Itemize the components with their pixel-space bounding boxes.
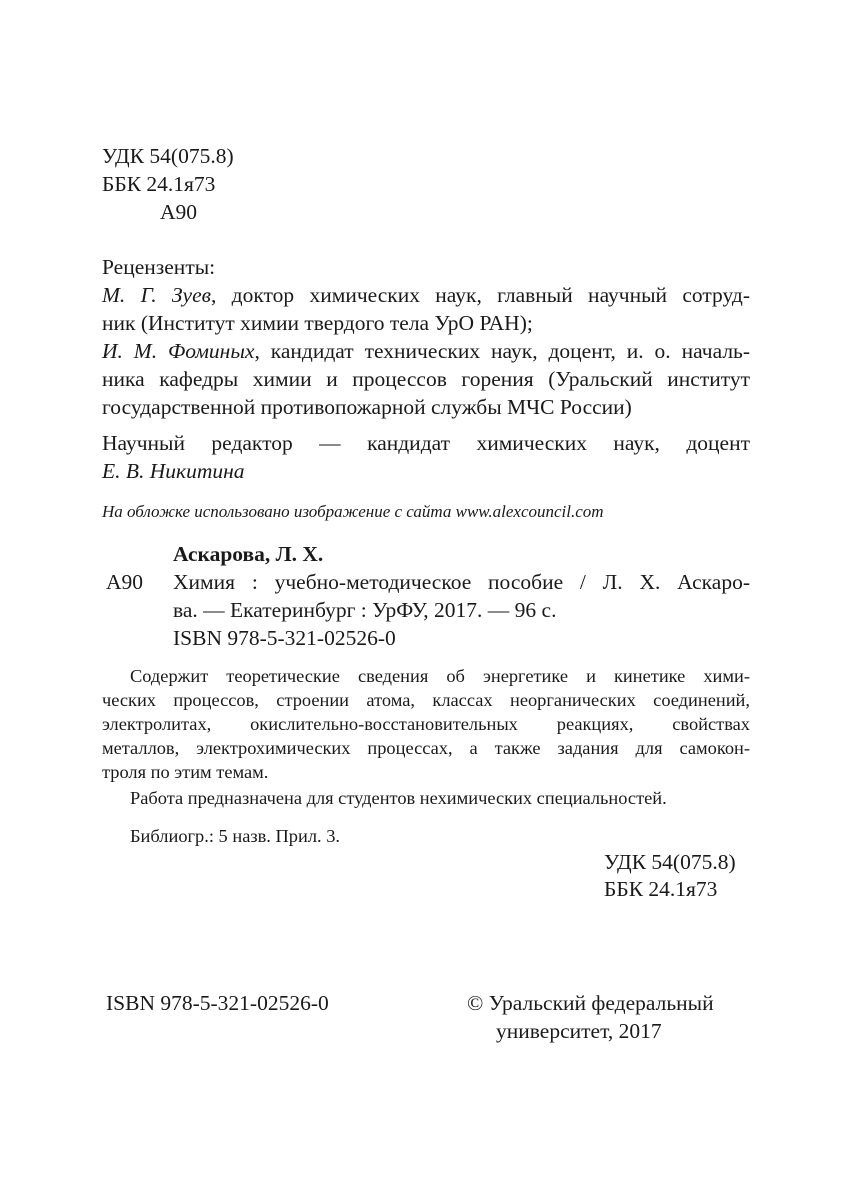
bib-author: Аскарова, Л. Х. [173, 542, 324, 566]
reviewer-2-name: И. М. Фоминых [102, 339, 255, 363]
bbk-top: ББК 24.1я73 [102, 172, 216, 196]
reviewers-heading: Рецензенты: [102, 255, 216, 279]
annotation-biblio: Библиогр.: 5 назв. Прил. 3. [130, 826, 340, 846]
author-mark-top: А90 [160, 200, 198, 224]
reviewer-2-desc: , кандидат технических наук, доцент, и. о. началь- [254, 339, 751, 363]
reviewer-1-name: М. Г. Зуев [102, 283, 211, 307]
reviewer-2-line-2: ника кафедры химии и процессов горения (Уральский институт [102, 367, 750, 391]
udk-bottom: УДК 54(075.8) [604, 850, 736, 874]
annotation-line-5: троля по этим темам. [102, 762, 269, 782]
reviewer-2-line-3: государственной противопожарной службы МЧС России) [102, 395, 632, 419]
annotation-line-4: металлов, электрохимических процессах, а также задания для самокон- [102, 738, 750, 758]
udk-top: УДК 54(075.8) [102, 144, 234, 168]
copyright-line-2: университет, 2017 [496, 1019, 662, 1043]
cover-note: На обложке использовано изображение с сайта www.alexcouncil.com [102, 502, 604, 521]
annotation-line-3: электролитах, окислительно-восстановительных реакциях, свойствах [102, 714, 750, 734]
copyright-line-1: © Уральский федеральный [467, 991, 714, 1015]
annotation-purpose: Работа предназначена для студентов нехимических специальностей. [130, 788, 667, 808]
reviewer-1-desc: , доктор химических наук, главный научный сотруд- [210, 283, 750, 307]
reviewer-2-line-1 [102, 338, 750, 365]
editor-name: Е. В. Никитина [102, 459, 245, 483]
annotation-line-2: ческих процессов, строении атома, классах неорганических соединений, [102, 690, 750, 710]
bbk-bottom: ББК 24.1я73 [604, 877, 718, 901]
bib-mark: А90 [106, 570, 144, 594]
bib-title-line-1: Химия : учебно-методическое пособие / Л. Х. Аскаро- [173, 570, 750, 594]
annotation-line-1: Содержит теоретические сведения об энергетике и кинетике хими- [130, 666, 750, 686]
reviewer-1-line-1 [102, 282, 750, 309]
bib-isbn: ISBN 978-5-321-02526-0 [173, 626, 396, 650]
bib-title-line-2: ва. — Екатеринбург : УрФУ, 2017. — 96 с. [173, 598, 557, 622]
editor-line: Научный редактор — кандидат химических наук, доцент [102, 431, 750, 455]
reviewer-1-line-2: ник (Институт химии твердого тела УрО РАН); [102, 311, 533, 335]
footer-isbn: ISBN 978-5-321-02526-0 [106, 991, 329, 1015]
